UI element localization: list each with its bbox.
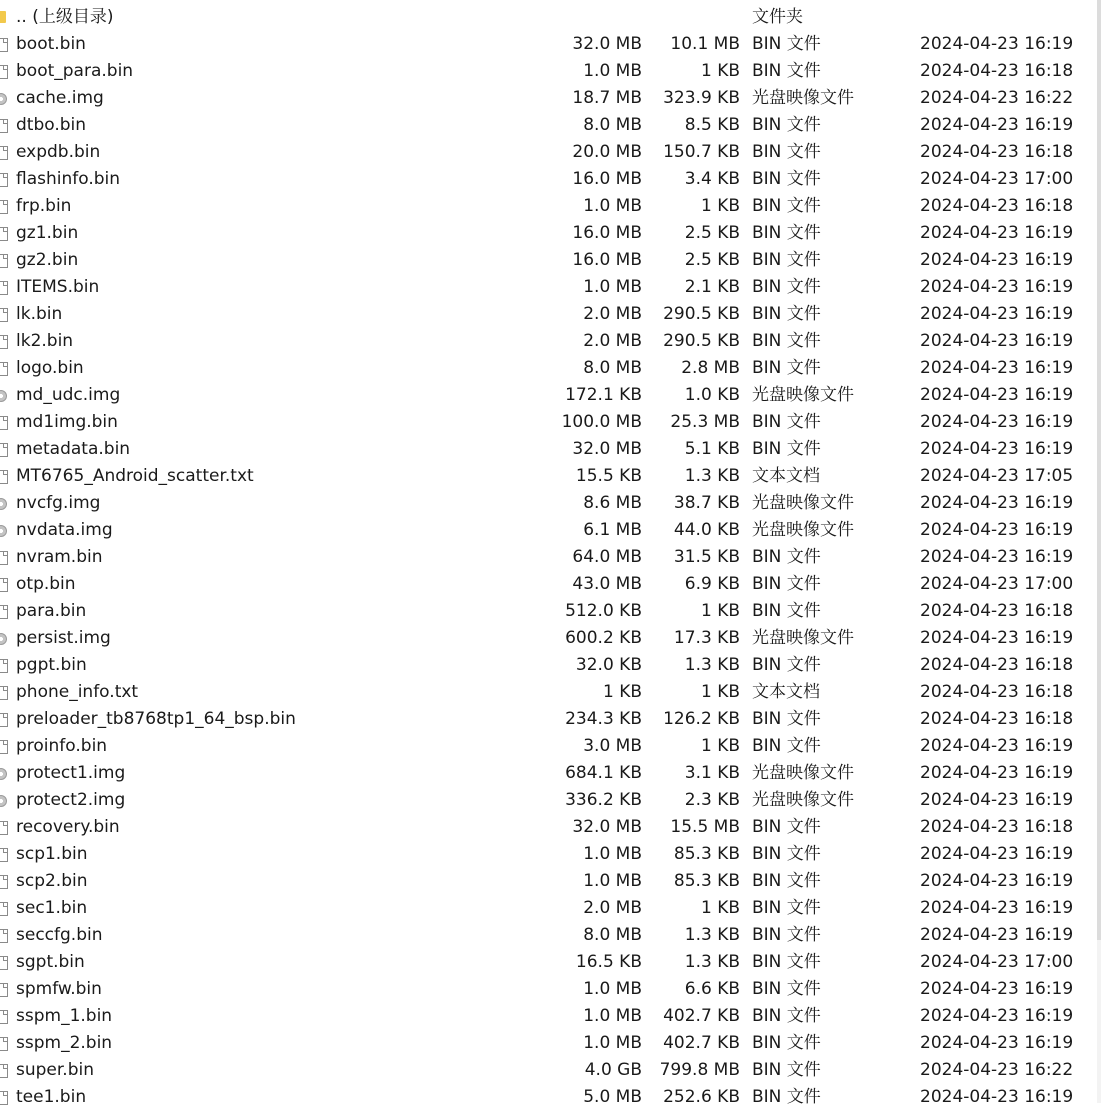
file-compressed-size: 25.3 MB (670, 412, 740, 432)
file-compressed-size: 6.6 KB (684, 979, 740, 999)
file-compressed-size: 1.0 KB (684, 385, 740, 405)
file-compressed-size: 323.9 KB (663, 88, 740, 108)
file-name: gz1.bin (16, 223, 79, 243)
file-name: recovery.bin (16, 817, 120, 837)
file-modified-date: 2024-04-23 16:19 (920, 358, 1074, 378)
file-modified-date: 2024-04-23 16:19 (920, 304, 1074, 324)
file-modified-date: 2024-04-23 16:19 (920, 439, 1074, 459)
file-icon (0, 1064, 8, 1078)
disc-image-icon (0, 390, 7, 402)
file-size: 15.5 KB (575, 466, 642, 486)
file-name: protect2.img (16, 790, 126, 810)
file-row[interactable] (0, 868, 1097, 895)
file-size: 234.3 KB (565, 709, 642, 729)
file-icon (0, 416, 8, 430)
disc-image-icon (0, 93, 7, 105)
file-row[interactable] (0, 409, 1097, 436)
file-name: scp2.bin (16, 871, 88, 891)
file-row[interactable] (0, 1030, 1097, 1057)
file-name: md1img.bin (16, 412, 118, 432)
file-icon (0, 335, 8, 349)
file-size: 1 KB (602, 682, 642, 702)
file-icon (0, 38, 8, 52)
file-icon (0, 659, 8, 673)
file-type: BIN 文件 (752, 547, 821, 567)
file-modified-date: 2024-04-23 17:00 (920, 169, 1074, 189)
file-compressed-size: 3.1 KB (684, 763, 740, 783)
file-type: BIN 文件 (752, 871, 821, 891)
file-type: 文本文档 (752, 682, 820, 702)
file-icon (0, 308, 8, 322)
file-compressed-size: 290.5 KB (663, 304, 740, 324)
file-size: 1.0 MB (583, 871, 642, 891)
file-modified-date: 2024-04-23 16:19 (920, 412, 1074, 432)
file-size: 2.0 MB (583, 331, 642, 351)
file-type: 光盘映像文件 (752, 493, 854, 513)
file-icon (0, 551, 8, 565)
file-modified-date: 2024-04-23 16:19 (920, 385, 1074, 405)
file-modified-date: 2024-04-23 16:18 (920, 655, 1074, 675)
file-modified-date: 2024-04-23 16:19 (920, 250, 1074, 270)
file-row[interactable] (0, 652, 1097, 679)
file-modified-date: 2024-04-23 16:19 (920, 628, 1074, 648)
file-compressed-size: 2.1 KB (684, 277, 740, 297)
file-row[interactable] (0, 976, 1097, 1003)
file-size: 336.2 KB (565, 790, 642, 810)
file-name: persist.img (16, 628, 111, 648)
file-compressed-size: 44.0 KB (673, 520, 740, 540)
file-row[interactable] (0, 706, 1097, 733)
file-type: BIN 文件 (752, 358, 821, 378)
file-size: 16.0 MB (572, 169, 642, 189)
file-modified-date: 2024-04-23 16:19 (920, 1087, 1074, 1107)
file-name: sec1.bin (16, 898, 88, 918)
file-compressed-size: 2.8 MB (681, 358, 740, 378)
file-name: sgpt.bin (16, 952, 85, 972)
file-compressed-size: 17.3 KB (673, 628, 740, 648)
file-modified-date: 2024-04-23 17:00 (920, 952, 1074, 972)
file-size: 43.0 MB (572, 574, 642, 594)
file-name: .. (上级目录) (16, 7, 114, 27)
file-size: 16.0 MB (572, 223, 642, 243)
file-type: 光盘映像文件 (752, 385, 854, 405)
file-compressed-size: 3.4 KB (684, 169, 740, 189)
file-rows (0, 31, 1097, 1111)
file-modified-date: 2024-04-23 16:19 (920, 871, 1074, 891)
file-name: boot.bin (16, 34, 86, 54)
file-type: BIN 文件 (752, 169, 821, 189)
file-size: 4.0 GB (584, 1060, 642, 1080)
file-type: BIN 文件 (752, 709, 821, 729)
file-icon (0, 65, 8, 79)
file-type: BIN 文件 (752, 34, 821, 54)
file-size: 100.0 MB (561, 412, 642, 432)
file-type: BIN 文件 (752, 1060, 821, 1080)
file-row[interactable] (0, 490, 1097, 517)
file-name: scp1.bin (16, 844, 88, 864)
file-row[interactable] (0, 922, 1097, 949)
file-modified-date: 2024-04-23 16:19 (920, 736, 1074, 756)
file-size: 8.0 MB (583, 925, 642, 945)
parent-directory-row[interactable] (0, 4, 1097, 31)
file-row[interactable] (0, 382, 1097, 409)
file-type: BIN 文件 (752, 196, 821, 216)
disc-image-icon (0, 498, 7, 510)
file-row[interactable] (0, 436, 1097, 463)
file-size: 8.6 MB (583, 493, 642, 513)
file-size: 1.0 MB (583, 196, 642, 216)
file-icon (0, 605, 8, 619)
file-name: frp.bin (16, 196, 72, 216)
file-icon (0, 740, 8, 754)
file-icon (0, 686, 8, 700)
file-row[interactable] (0, 814, 1097, 841)
file-name: para.bin (16, 601, 87, 621)
file-name: MT6765_Android_scatter.txt (16, 466, 254, 486)
file-row[interactable] (0, 517, 1097, 544)
file-size: 1.0 MB (583, 1006, 642, 1026)
file-type: 光盘映像文件 (752, 88, 854, 108)
file-row[interactable] (0, 679, 1097, 706)
file-compressed-size: 1 KB (700, 682, 740, 702)
file-name: proinfo.bin (16, 736, 108, 756)
file-modified-date: 2024-04-23 16:18 (920, 142, 1074, 162)
file-type: BIN 文件 (752, 223, 821, 243)
file-modified-date: 2024-04-23 16:19 (920, 925, 1074, 945)
file-row[interactable] (0, 31, 1097, 58)
file-compressed-size: 15.5 MB (670, 817, 740, 837)
file-name: md_udc.img (16, 385, 121, 405)
file-row[interactable] (0, 58, 1097, 85)
file-name: nvcfg.img (16, 493, 101, 513)
scrollbar-thumb[interactable] (1097, 0, 1101, 940)
file-type: BIN 文件 (752, 574, 821, 594)
file-name: flashinfo.bin (16, 169, 121, 189)
file-name: metadata.bin (16, 439, 131, 459)
file-modified-date: 2024-04-23 16:22 (920, 88, 1074, 108)
file-row[interactable] (0, 544, 1097, 571)
file-size: 2.0 MB (583, 304, 642, 324)
file-compressed-size: 1.3 KB (684, 952, 740, 972)
file-size: 16.0 MB (572, 250, 642, 270)
file-row[interactable] (0, 328, 1097, 355)
file-size: 32.0 MB (572, 817, 642, 837)
file-name: expdb.bin (16, 142, 101, 162)
file-name: sspm_1.bin (16, 1006, 113, 1026)
file-modified-date: 2024-04-23 16:18 (920, 709, 1074, 729)
file-modified-date: 2024-04-23 16:19 (920, 979, 1074, 999)
file-icon (0, 362, 8, 376)
file-icon (0, 119, 8, 133)
disc-image-icon (0, 795, 7, 807)
file-compressed-size: 1.3 KB (684, 466, 740, 486)
file-icon (0, 875, 8, 889)
file-icon (0, 821, 8, 835)
file-size: 684.1 KB (565, 763, 642, 783)
file-type: BIN 文件 (752, 1006, 821, 1026)
file-modified-date: 2024-04-23 16:18 (920, 817, 1074, 837)
file-type: BIN 文件 (752, 817, 821, 837)
file-row[interactable] (0, 220, 1097, 247)
file-modified-date: 2024-04-23 16:19 (920, 1033, 1074, 1053)
file-compressed-size: 1 KB (700, 898, 740, 918)
file-name: boot_para.bin (16, 61, 134, 81)
file-size: 20.0 MB (572, 142, 642, 162)
file-icon (0, 146, 8, 160)
file-type: 光盘映像文件 (752, 628, 854, 648)
file-row[interactable] (0, 139, 1097, 166)
file-size: 512.0 KB (565, 601, 642, 621)
file-icon (0, 902, 8, 916)
file-type: 光盘映像文件 (752, 763, 854, 783)
file-name: gz2.bin (16, 250, 79, 270)
file-size: 18.7 MB (572, 88, 642, 108)
file-icon (0, 200, 8, 214)
file-icon (0, 1010, 8, 1024)
file-row[interactable] (0, 841, 1097, 868)
file-icon (0, 956, 8, 970)
file-size: 1.0 MB (583, 979, 642, 999)
file-name: cache.img (16, 88, 104, 108)
file-row[interactable] (0, 193, 1097, 220)
file-size: 32.0 MB (572, 439, 642, 459)
file-size: 1.0 MB (583, 61, 642, 81)
file-compressed-size: 1 KB (700, 196, 740, 216)
file-size: 16.5 KB (575, 952, 642, 972)
file-row[interactable] (0, 787, 1097, 814)
file-modified-date: 2024-04-23 16:18 (920, 601, 1074, 621)
file-compressed-size: 38.7 KB (673, 493, 740, 513)
file-row[interactable] (0, 1057, 1097, 1084)
file-size: 32.0 MB (572, 34, 642, 54)
file-type: 光盘映像文件 (752, 520, 854, 540)
file-type: BIN 文件 (752, 655, 821, 675)
file-name: sspm_2.bin (16, 1033, 113, 1053)
file-modified-date: 2024-04-23 16:19 (920, 520, 1074, 540)
file-size: 8.0 MB (583, 115, 642, 135)
file-type: BIN 文件 (752, 142, 821, 162)
file-size: 172.1 KB (565, 385, 642, 405)
file-row[interactable] (0, 598, 1097, 625)
file-modified-date: 2024-04-23 16:19 (920, 34, 1074, 54)
file-name: seccfg.bin (16, 925, 103, 945)
file-compressed-size: 402.7 KB (663, 1033, 740, 1053)
file-name: otp.bin (16, 574, 76, 594)
file-row[interactable] (0, 274, 1097, 301)
file-type: BIN 文件 (752, 115, 821, 135)
file-size: 1.0 MB (583, 277, 642, 297)
file-modified-date: 2024-04-23 16:19 (920, 790, 1074, 810)
file-size: 3.0 MB (583, 736, 642, 756)
file-name: nvdata.img (16, 520, 113, 540)
file-compressed-size: 252.6 KB (663, 1087, 740, 1107)
file-compressed-size: 799.8 MB (659, 1060, 740, 1080)
file-size: 1.0 MB (583, 844, 642, 864)
file-name: logo.bin (16, 358, 84, 378)
disc-image-icon (0, 525, 7, 537)
file-compressed-size: 150.7 KB (663, 142, 740, 162)
file-name: lk2.bin (16, 331, 74, 351)
file-modified-date: 2024-04-23 16:18 (920, 682, 1074, 702)
file-type: BIN 文件 (752, 331, 821, 351)
file-modified-date: 2024-04-23 16:19 (920, 115, 1074, 135)
vertical-scrollbar[interactable] (1097, 0, 1101, 1103)
file-compressed-size: 2.3 KB (684, 790, 740, 810)
file-row[interactable] (0, 571, 1097, 598)
folder-icon (0, 11, 6, 23)
file-type: BIN 文件 (752, 979, 821, 999)
file-type: BIN 文件 (752, 1087, 821, 1107)
file-icon (0, 443, 8, 457)
file-icon (0, 1037, 8, 1051)
file-modified-date: 2024-04-23 16:19 (920, 331, 1074, 351)
file-row[interactable] (0, 301, 1097, 328)
file-compressed-size: 2.5 KB (684, 223, 740, 243)
file-size: 1.0 MB (583, 1033, 642, 1053)
file-name: nvram.bin (16, 547, 103, 567)
file-icon (0, 227, 8, 241)
file-type: BIN 文件 (752, 277, 821, 297)
file-type: BIN 文件 (752, 925, 821, 945)
file-compressed-size: 402.7 KB (663, 1006, 740, 1026)
file-icon (0, 281, 8, 295)
file-row[interactable] (0, 895, 1097, 922)
file-compressed-size: 2.5 KB (684, 250, 740, 270)
file-modified-date: 2024-04-23 16:18 (920, 61, 1074, 81)
file-row[interactable] (0, 733, 1097, 760)
file-modified-date: 2024-04-23 16:19 (920, 223, 1074, 243)
file-compressed-size: 1 KB (700, 736, 740, 756)
file-type: 文本文档 (752, 466, 820, 486)
file-row[interactable] (0, 949, 1097, 976)
file-modified-date: 2024-04-23 17:05 (920, 466, 1074, 486)
file-type: BIN 文件 (752, 61, 821, 81)
file-type: BIN 文件 (752, 601, 821, 621)
file-type: BIN 文件 (752, 736, 821, 756)
file-row[interactable] (0, 760, 1097, 787)
file-type: 光盘映像文件 (752, 790, 854, 810)
file-type: BIN 文件 (752, 1033, 821, 1053)
file-name: pgpt.bin (16, 655, 87, 675)
file-name: preloader_tb8768tp1_64_bsp.bin (16, 709, 296, 729)
file-compressed-size: 31.5 KB (673, 547, 740, 567)
file-name: phone_info.txt (16, 682, 139, 702)
file-row[interactable] (0, 247, 1097, 274)
file-compressed-size: 85.3 KB (673, 844, 740, 864)
disc-image-icon (0, 633, 7, 645)
file-compressed-size: 126.2 KB (663, 709, 740, 729)
file-icon (0, 470, 8, 484)
file-row[interactable] (0, 1084, 1097, 1111)
disc-image-icon (0, 768, 7, 780)
file-row[interactable] (0, 625, 1097, 652)
file-modified-date: 2024-04-23 16:19 (920, 277, 1074, 297)
file-type: BIN 文件 (752, 844, 821, 864)
file-modified-date: 2024-04-23 16:19 (920, 493, 1074, 513)
file-name: tee1.bin (16, 1087, 87, 1107)
file-compressed-size: 1.3 KB (684, 925, 740, 945)
file-compressed-size: 1.3 KB (684, 655, 740, 675)
file-row[interactable] (0, 166, 1097, 193)
file-row[interactable] (0, 463, 1097, 490)
file-icon (0, 983, 8, 997)
file-compressed-size: 5.1 KB (684, 439, 740, 459)
file-modified-date: 2024-04-23 16:19 (920, 898, 1074, 918)
file-name: protect1.img (16, 763, 126, 783)
file-size: 6.1 MB (583, 520, 642, 540)
file-row[interactable] (0, 85, 1097, 112)
file-modified-date: 2024-04-23 16:19 (920, 1006, 1074, 1026)
file-icon (0, 929, 8, 943)
file-type: BIN 文件 (752, 898, 821, 918)
file-modified-date: 2024-04-23 16:19 (920, 844, 1074, 864)
file-type: BIN 文件 (752, 952, 821, 972)
file-name: spmfw.bin (16, 979, 102, 999)
file-modified-date: 2024-04-23 16:19 (920, 763, 1074, 783)
file-type: 文件夹 (752, 7, 803, 27)
file-row[interactable] (0, 1003, 1097, 1030)
file-type: BIN 文件 (752, 412, 821, 432)
file-type: BIN 文件 (752, 439, 821, 459)
file-compressed-size: 6.9 KB (684, 574, 740, 594)
file-size: 5.0 MB (583, 1087, 642, 1107)
file-icon (0, 713, 8, 727)
file-modified-date: 2024-04-23 16:19 (920, 547, 1074, 567)
file-compressed-size: 85.3 KB (673, 871, 740, 891)
file-name: ITEMS.bin (16, 277, 100, 297)
file-row[interactable] (0, 355, 1097, 382)
file-compressed-size: 8.5 KB (684, 115, 740, 135)
file-icon (0, 848, 8, 862)
file-compressed-size: 10.1 MB (670, 34, 740, 54)
file-compressed-size: 1 KB (700, 601, 740, 621)
file-icon (0, 578, 8, 592)
file-name: lk.bin (16, 304, 63, 324)
file-row[interactable] (0, 112, 1097, 139)
file-modified-date: 2024-04-23 16:18 (920, 196, 1074, 216)
file-name: dtbo.bin (16, 115, 87, 135)
file-icon (0, 173, 8, 187)
file-size: 600.2 KB (565, 628, 642, 648)
file-name: super.bin (16, 1060, 95, 1080)
file-list (0, 4, 1097, 1111)
file-size: 8.0 MB (583, 358, 642, 378)
file-modified-date: 2024-04-23 17:00 (920, 574, 1074, 594)
file-type: BIN 文件 (752, 304, 821, 324)
file-icon (0, 254, 8, 268)
file-type: BIN 文件 (752, 250, 821, 270)
file-size: 32.0 KB (575, 655, 642, 675)
file-modified-date: 2024-04-23 16:22 (920, 1060, 1074, 1080)
file-size: 2.0 MB (583, 898, 642, 918)
file-compressed-size: 290.5 KB (663, 331, 740, 351)
file-size: 64.0 MB (572, 547, 642, 567)
file-compressed-size: 1 KB (700, 61, 740, 81)
